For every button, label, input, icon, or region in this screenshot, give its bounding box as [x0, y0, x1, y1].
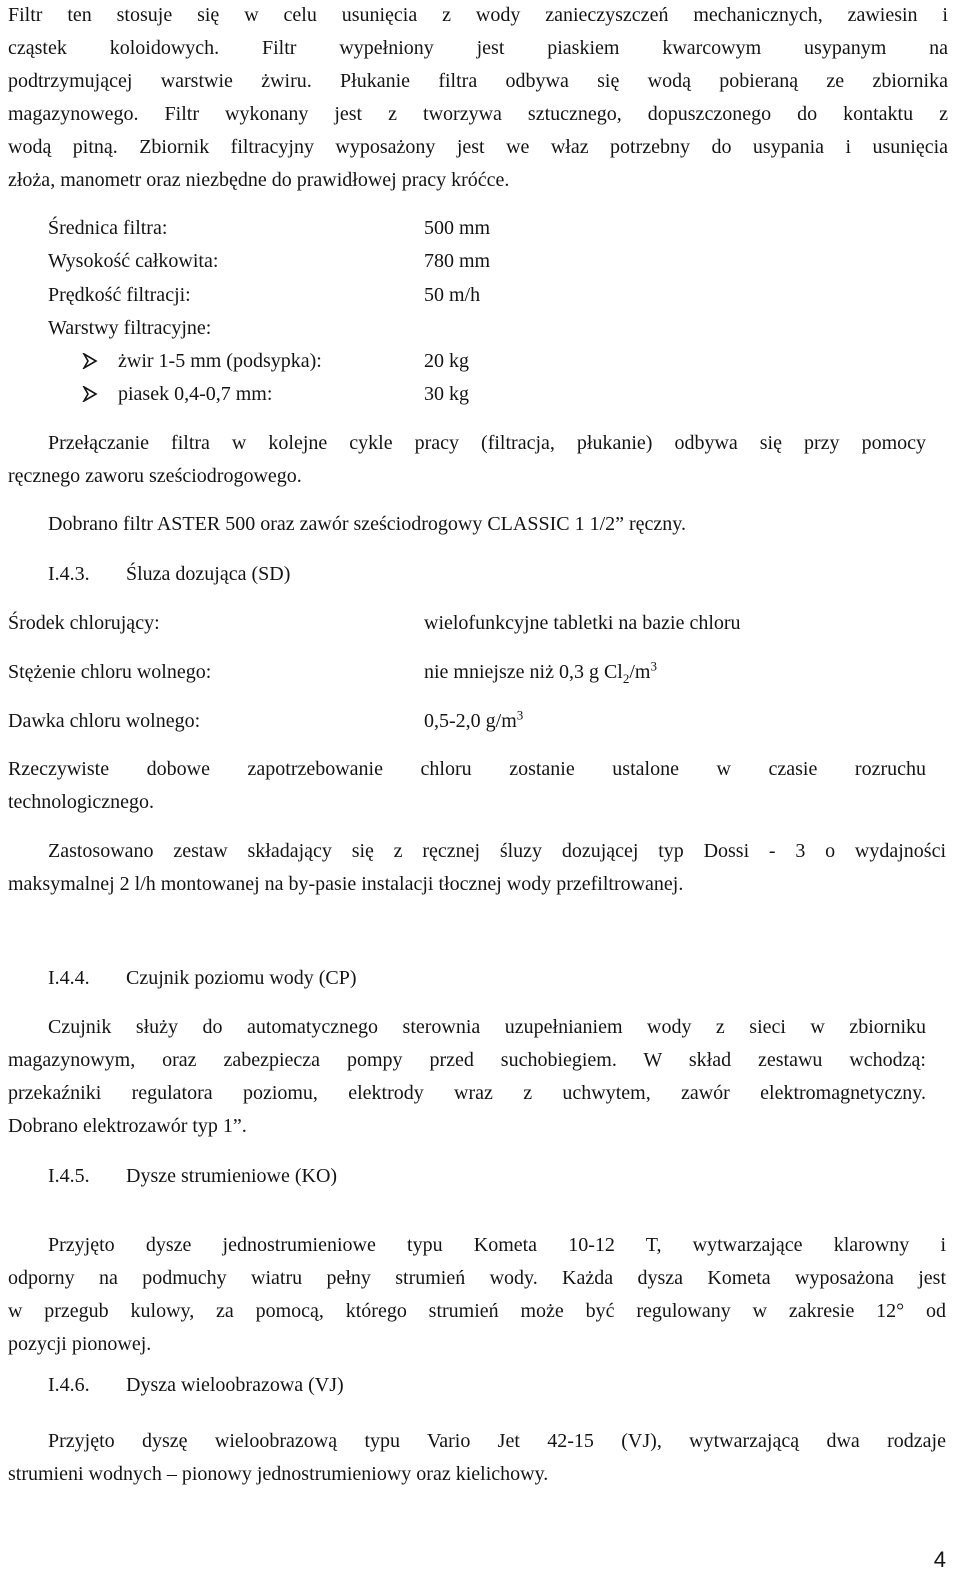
chlorine-label: Stężenie chloru wolnego:	[8, 661, 212, 683]
chlorine-value: nie mniejsze niż 0,3 g $Cl_2/m^3$	[424, 658, 657, 686]
paragraph-line: przekaźniki regulatora poziomu, elektrody wraz z uchwytem, zawór elektromagnetyczny.	[8, 1082, 926, 1104]
section-title: Śluza dozująca (SD)	[126, 563, 291, 585]
chlorine-label: Dawka chloru wolnego:	[8, 710, 201, 732]
section-number: I.4.5.	[48, 1165, 90, 1187]
chlorine-label: Środek chlorujący:	[8, 612, 160, 634]
spec-value: 50 m/h	[424, 284, 481, 306]
spec-value: 30 kg	[424, 383, 469, 405]
paragraph-line: Przełączanie filtra w kolejne cykle pracy (filtracja, płukanie) odbywa się przy pomocy	[48, 432, 926, 454]
paragraph-line: technologicznego.	[8, 791, 155, 813]
intro-line: cząstek koloidowych. Filtr wypełniony jest piaskiem kwarcowym usypanym na	[8, 37, 948, 59]
chlorine-value: 0,5-2,0 $g/m^3$	[424, 707, 524, 732]
section-title: Dysze strumieniowe (KO)	[126, 1165, 338, 1187]
paragraph-line: pozycji pionowej.	[8, 1333, 152, 1355]
paragraph-line: magazynowym, oraz zabezpiecza pompy przed suchobiegiem. W skład zestawu wchodzą:	[8, 1049, 926, 1071]
paragraph-line: odporny na podmuchy wiatru pełny strumień wody. Każda dysza Kometa wyposażona jest	[8, 1267, 946, 1289]
spec-label: Średnica filtra:	[48, 217, 168, 239]
chlorine-value: wielofunkcyjne tabletki na bazie chloru	[424, 612, 741, 634]
spec-label: żwir 1-5 mm (podsypka):	[118, 350, 322, 372]
spec-bullet	[82, 349, 98, 373]
paragraph-line: Przyjęto dyszę wieloobrazową typu Vario Jet 42-15 (VJ), wytwarzającą dwa rodzaje	[48, 1430, 946, 1452]
intro-line: magazynowego. Filtr wykonany jest z tworzywa sztucznego, dopuszczonego do kontaktu z	[8, 103, 948, 125]
paragraph-line: Rzeczywiste dobowe zapotrzebowanie chloru zostanie ustalone w czasie rozruchu	[8, 758, 926, 780]
spec-value: 500 mm	[424, 217, 491, 239]
intro-line: złoża, manometr oraz niezbędne do prawidłowej pracy króćce.	[8, 169, 510, 191]
paragraph-line: w przegub kulowy, za pomocą, którego strumień może być regulowany w zakresie 12° od	[8, 1300, 946, 1322]
intro-line: wodą pitną. Zbiornik filtracyjny wyposażony jest we właz potrzebny do usypania i usunięcia	[8, 136, 948, 158]
paragraph-line: strumieni wodnych – pionowy jednostrumieniowy oraz kielichowy.	[8, 1463, 549, 1485]
section-title: Dysza wieloobrazowa (VJ)	[126, 1374, 344, 1396]
section-number: I.4.6.	[48, 1374, 90, 1396]
paragraph-line: ręcznego zaworu sześciodrogowego.	[8, 465, 302, 487]
intro-line: podtrzymującej warstwie żwiru. Płukanie filtra odbywa się wodą pobieraną ze zbiornika	[8, 70, 948, 92]
arrow-bullet-icon	[82, 386, 98, 402]
spec-label: Warstwy filtracyjne:	[48, 317, 212, 339]
spec-value: 780 mm	[424, 250, 491, 272]
arrow-bullet-icon	[82, 353, 98, 369]
section-number: I.4.4.	[48, 967, 90, 989]
paragraph-line: Dobrano elektrozawór typ 1”.	[8, 1115, 247, 1137]
paragraph-line: maksymalnej 2 l/h montowanej na by-pasie instalacji tłocznej wody przefiltrowanej.	[8, 873, 684, 895]
spec-label: piasek 0,4-0,7 mm:	[118, 383, 273, 405]
intro-line: Filtr ten stosuje się w celu usunięcia z wody zanieczyszczeń mechanicznych, zawiesin i	[8, 4, 948, 26]
spec-bullet	[82, 382, 98, 406]
spec-label: Wysokość całkowita:	[48, 250, 219, 272]
section-title: Czujnik poziomu wody (CP)	[126, 967, 357, 989]
spec-value: 20 kg	[424, 350, 469, 372]
section-number: I.4.3.	[48, 563, 90, 585]
filter-choice: Dobrano filtr ASTER 500 oraz zawór sześciodrogowy CLASSIC 1 1/2” ręczny.	[48, 513, 687, 535]
paragraph-line: Czujnik służy do automatycznego sterownia uzupełnianiem wody z sieci w zbiorniku	[48, 1016, 926, 1038]
paragraph-line: Zastosowano zestaw składający się z ręcznej śluzy dozującej typ Dossi - 3 o wydajności	[48, 840, 946, 862]
spec-label: Prędkość filtracji:	[48, 284, 191, 306]
page-number: 4	[933, 1547, 946, 1572]
paragraph-line: Przyjęto dysze jednostrumieniowe typu Kometa 10-12 T, wytwarzające klarowny i	[48, 1234, 946, 1256]
